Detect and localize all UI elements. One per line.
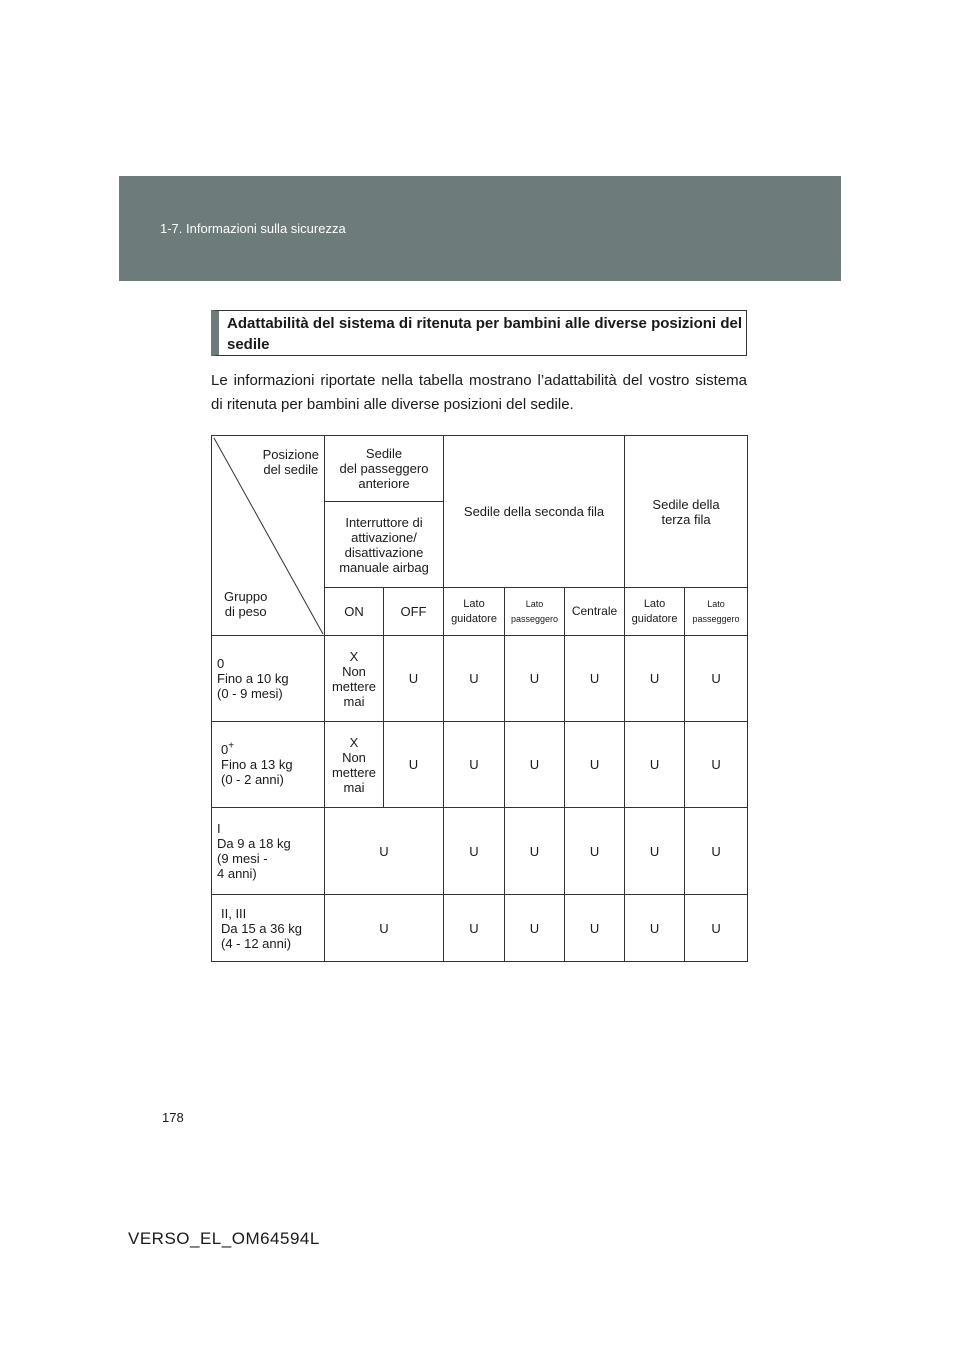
value-cell: U — [444, 895, 505, 962]
value-cell: U — [444, 808, 505, 895]
sub-third-passenger-side: Lato passeggero — [685, 588, 748, 636]
value-cell: U — [625, 895, 685, 962]
value-cell: U — [685, 895, 748, 962]
value-cell: U — [505, 808, 565, 895]
value-cell: U — [625, 808, 685, 895]
section-title: Adattabilità del sistema di ritenuta per bambini alle diverse posizioni del sedile — [211, 310, 747, 356]
front-passenger-seat-header: Sedile del passeggero anteriore — [325, 436, 444, 502]
value-cell: U — [325, 895, 444, 962]
weight-group-cell: I Da 9 a 18 kg (9 mesi - 4 anni) — [212, 808, 325, 895]
seat-position-label: Posizione del sedile — [262, 447, 319, 477]
value-cell: U — [685, 722, 748, 808]
weight-group-cell: 0 Fino a 10 kg (0 - 9 mesi) — [212, 636, 325, 722]
value-cell: U — [505, 636, 565, 722]
second-row-header: Sedile della seconda fila — [444, 436, 625, 588]
x-mark-cell: X Non mettere mai — [325, 636, 384, 722]
value-cell: U — [685, 636, 748, 722]
document-code: VERSO_EL_OM64594L — [128, 1229, 320, 1248]
table-row — [212, 895, 748, 962]
value-cell: U — [505, 895, 565, 962]
value-cell: U — [565, 722, 625, 808]
value-cell: U — [625, 636, 685, 722]
sub-off: OFF — [384, 588, 444, 636]
sub-third-driver-side: Lato guidatore — [625, 588, 685, 636]
value-cell: U — [625, 722, 685, 808]
x-mark-cell: X Non mettere mai — [325, 722, 384, 808]
table-row — [212, 722, 748, 808]
weight-group-cell: 0+ Fino a 13 kg (0 - 2 anni) — [212, 722, 325, 808]
sub-second-center: Centrale — [565, 588, 625, 636]
value-cell: U — [384, 636, 444, 722]
value-cell: U — [325, 808, 444, 895]
table-row — [212, 636, 748, 722]
weight-group-label: Gruppo di peso — [224, 589, 268, 619]
section-breadcrumb: 1-7. Informazioni sulla sicurezza — [160, 221, 346, 236]
value-cell: U — [565, 895, 625, 962]
sub-second-driver-side: Lato guidatore — [444, 588, 505, 636]
intro-paragraph: Le informazioni riportate nella tabella mostrano l’adattabilità del vostro sistema di ritenuta per bambini alle diverse posizioni del sedile. — [211, 372, 747, 413]
value-cell: U — [685, 808, 748, 895]
airbag-switch-header: Interruttore di attivazione/ disattivazione manuale airbag — [325, 502, 444, 588]
weight-group-cell: II, III Da 15 a 36 kg (4 - 12 anni) — [212, 895, 325, 962]
page-number: 178 — [162, 1110, 184, 1125]
sub-second-passenger-side: Lato passeggero — [505, 588, 565, 636]
value-cell: U — [505, 722, 565, 808]
corner-header-cell — [212, 436, 325, 636]
value-cell: U — [444, 722, 505, 808]
value-cell: U — [565, 636, 625, 722]
value-cell: U — [565, 808, 625, 895]
value-cell: U — [384, 722, 444, 808]
compatibility-table — [211, 435, 748, 962]
value-cell: U — [444, 636, 505, 722]
third-row-header: Sedile della terza fila — [625, 436, 748, 588]
sub-on: ON — [325, 588, 384, 636]
table-row — [212, 808, 748, 895]
